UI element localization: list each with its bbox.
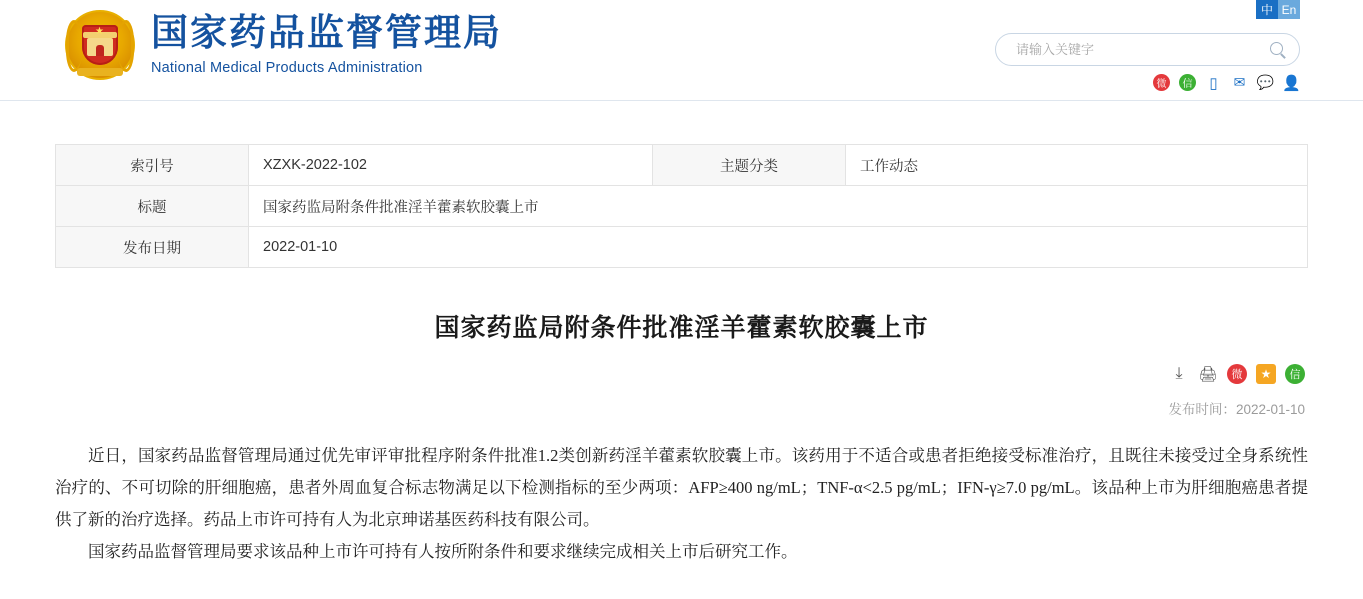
user-icon[interactable]: 👤 bbox=[1282, 74, 1301, 92]
meta-value-date: 2022-01-10 bbox=[249, 227, 1308, 268]
national-emblem-icon: ★ bbox=[63, 8, 137, 82]
table-row bbox=[56, 186, 1308, 227]
meta-label-title: 标题 bbox=[56, 186, 249, 227]
article-body bbox=[55, 440, 1308, 568]
weibo-icon[interactable]: 微 bbox=[1153, 74, 1170, 91]
search-input[interactable] bbox=[1014, 41, 1269, 58]
meta-label-category: 主题分类 bbox=[653, 145, 846, 186]
metadata-table bbox=[55, 144, 1308, 268]
article-paragraph: 国家药品监督管理局要求该品种上市许可持有人按所附条件和要求继续完成相关上市后研究工作。 bbox=[88, 542, 798, 561]
publish-time-value: 2022-01-10 bbox=[1235, 402, 1305, 417]
article-toolbar[interactable] bbox=[55, 364, 1308, 384]
lang-option-cn[interactable]: 中 bbox=[1256, 0, 1278, 19]
table-row bbox=[56, 145, 1308, 186]
site-brand[interactable] bbox=[63, 8, 502, 82]
weibo-share-icon[interactable]: 微 bbox=[1227, 364, 1247, 384]
meta-label-index: 索引号 bbox=[56, 145, 249, 186]
print-icon[interactable]: 🖨 bbox=[1198, 366, 1218, 383]
favorite-icon[interactable]: ★ bbox=[1256, 364, 1276, 384]
page-title: 国家药监局附条件批准淫羊藿素软胶囊上市 bbox=[434, 315, 929, 342]
mobile-icon[interactable]: ▯ bbox=[1209, 74, 1218, 92]
site-header bbox=[0, 0, 1363, 101]
message-icon[interactable]: 💬 bbox=[1256, 74, 1275, 90]
brand-title-en: National Medical Products Administration bbox=[151, 60, 423, 76]
search-box[interactable] bbox=[995, 33, 1300, 66]
meta-value-index: XZXK-2022-102 bbox=[249, 145, 653, 186]
mail-icon[interactable]: ✉ bbox=[1233, 74, 1246, 90]
publish-time-label: 发布时间： bbox=[1168, 402, 1236, 417]
language-switch[interactable] bbox=[1256, 0, 1300, 19]
brand-title-cn: 国家药品监督管理局 bbox=[151, 13, 502, 54]
meta-label-date: 发布日期 bbox=[56, 227, 249, 268]
lang-option-en[interactable]: En bbox=[1278, 0, 1300, 19]
article-paragraph: 近日，国家药品监督管理局通过优先审评审批程序附条件批准1.2类创新药淫羊藿素软胶囊上市。该药用于不适合或患者拒绝接受标准治疗，且既往未接受过全身系统性治疗的、不可切除的肝细胞癌，患者外周血复合标志物满足以下检测指标的至少两项：AFP≥400 ng/mL；TNF-α<2.5 pg/mL；IFN-γ≥7.0 pg/mL。该品种上市为肝细胞癌患者提供了新的治疗选择。药品上市许可持有人为北京珅诺基医药科技有限公司。 bbox=[55, 446, 1308, 529]
table-row bbox=[56, 227, 1308, 268]
download-icon[interactable]: ⤓ bbox=[1175, 365, 1183, 382]
publish-time bbox=[55, 398, 1308, 418]
meta-value-category: 工作动态 bbox=[846, 145, 1308, 186]
social-links[interactable] bbox=[1153, 74, 1300, 91]
brand-text bbox=[151, 12, 502, 78]
meta-value-title: 国家药监局附条件批准淫羊藿素软胶囊上市 bbox=[249, 186, 1308, 227]
search-icon[interactable] bbox=[1269, 41, 1287, 59]
page-content bbox=[0, 144, 1363, 568]
wechat-icon[interactable]: 信 bbox=[1179, 74, 1196, 91]
wechat-share-icon[interactable]: 信 bbox=[1285, 364, 1305, 384]
